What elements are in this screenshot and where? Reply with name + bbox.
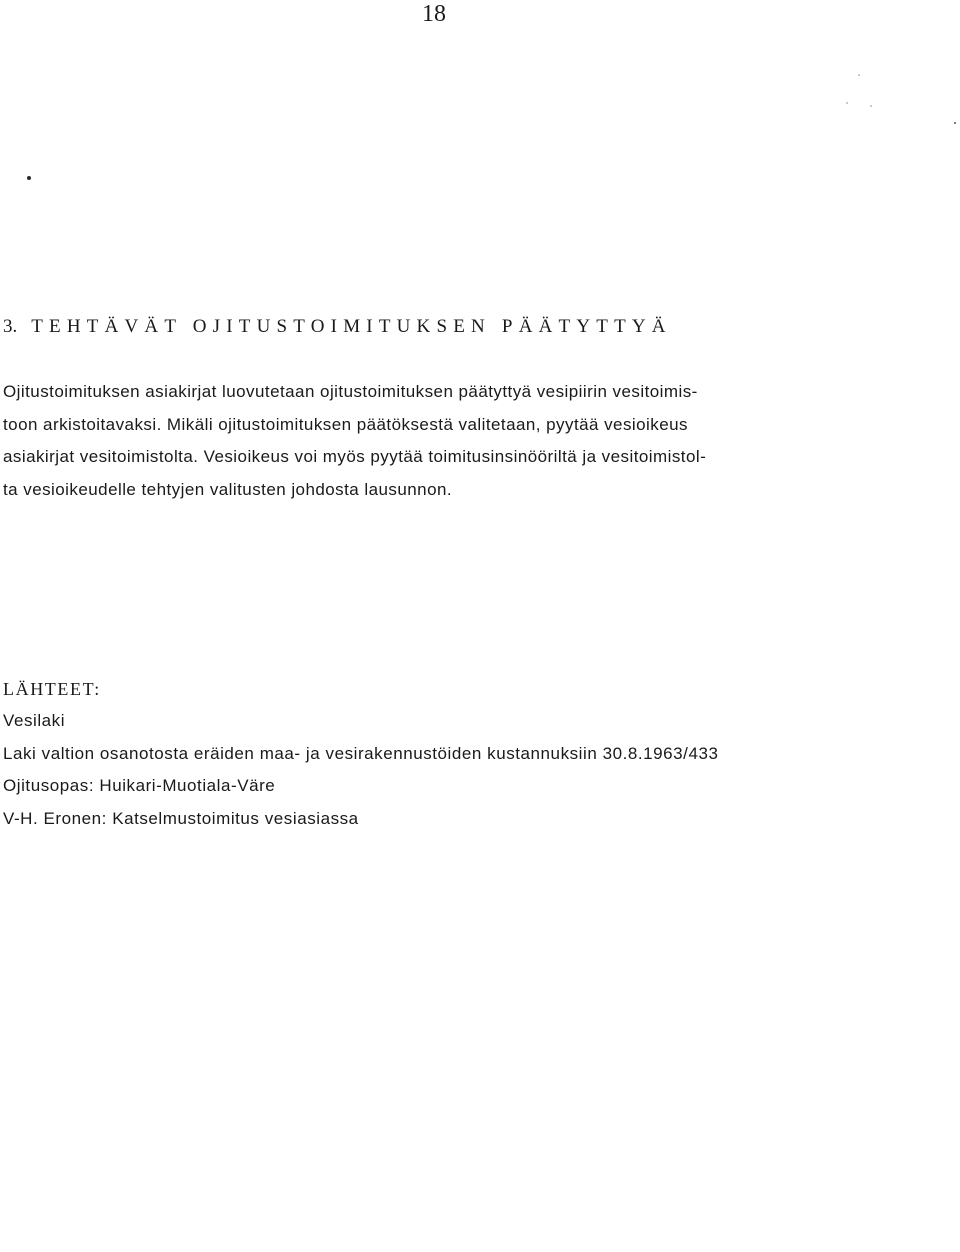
section-heading — [3, 314, 672, 340]
scan-dot — [27, 176, 31, 180]
section-title: TEHTÄVÄT OJITUSTOIMITUKSEN PÄÄTYTTYÄ — [31, 316, 672, 337]
body-line: Ojitustoimituksen asiakirjat luovutetaan ojitustoimituksen päätyttyä vesipiirin vesitoimis- — [3, 382, 698, 401]
body-line: asiakirjat vesitoimistolta. Vesioikeus voi myös pyytää toimitusinsinööriltä ja vesitoimistol- — [3, 447, 707, 466]
page-number: 18 — [422, 1, 446, 27]
scan-speck — [858, 74, 860, 76]
scan-speck — [954, 122, 956, 124]
source-item: Vesilaki — [3, 711, 66, 730]
source-item: V-H. Eronen: Katselmustoimitus vesiasiassa — [3, 808, 359, 828]
body-paragraph — [3, 376, 953, 506]
section-number: 3. — [3, 316, 18, 337]
body-line: ta vesioikeudelle tehtyjen valitusten johdosta lausunnon. — [3, 479, 453, 499]
sources-title: LÄHTEET: — [3, 679, 101, 699]
body-line: toon arkistoitavaksi. Mikäli ojitustoimituksen päätöksestä valitetaan, pyytää vesioikeus — [3, 414, 688, 434]
scan-speck — [870, 105, 872, 107]
source-item: Ojitusopas: Huikari-Muotiala-Väre — [3, 776, 276, 795]
scan-speck — [846, 102, 848, 104]
source-item: Laki valtion osanotosta eräiden maa- ja vesirakennustöiden kustannuksiin 30.8.1963/433 — [3, 743, 719, 763]
sources-section — [3, 673, 953, 835]
